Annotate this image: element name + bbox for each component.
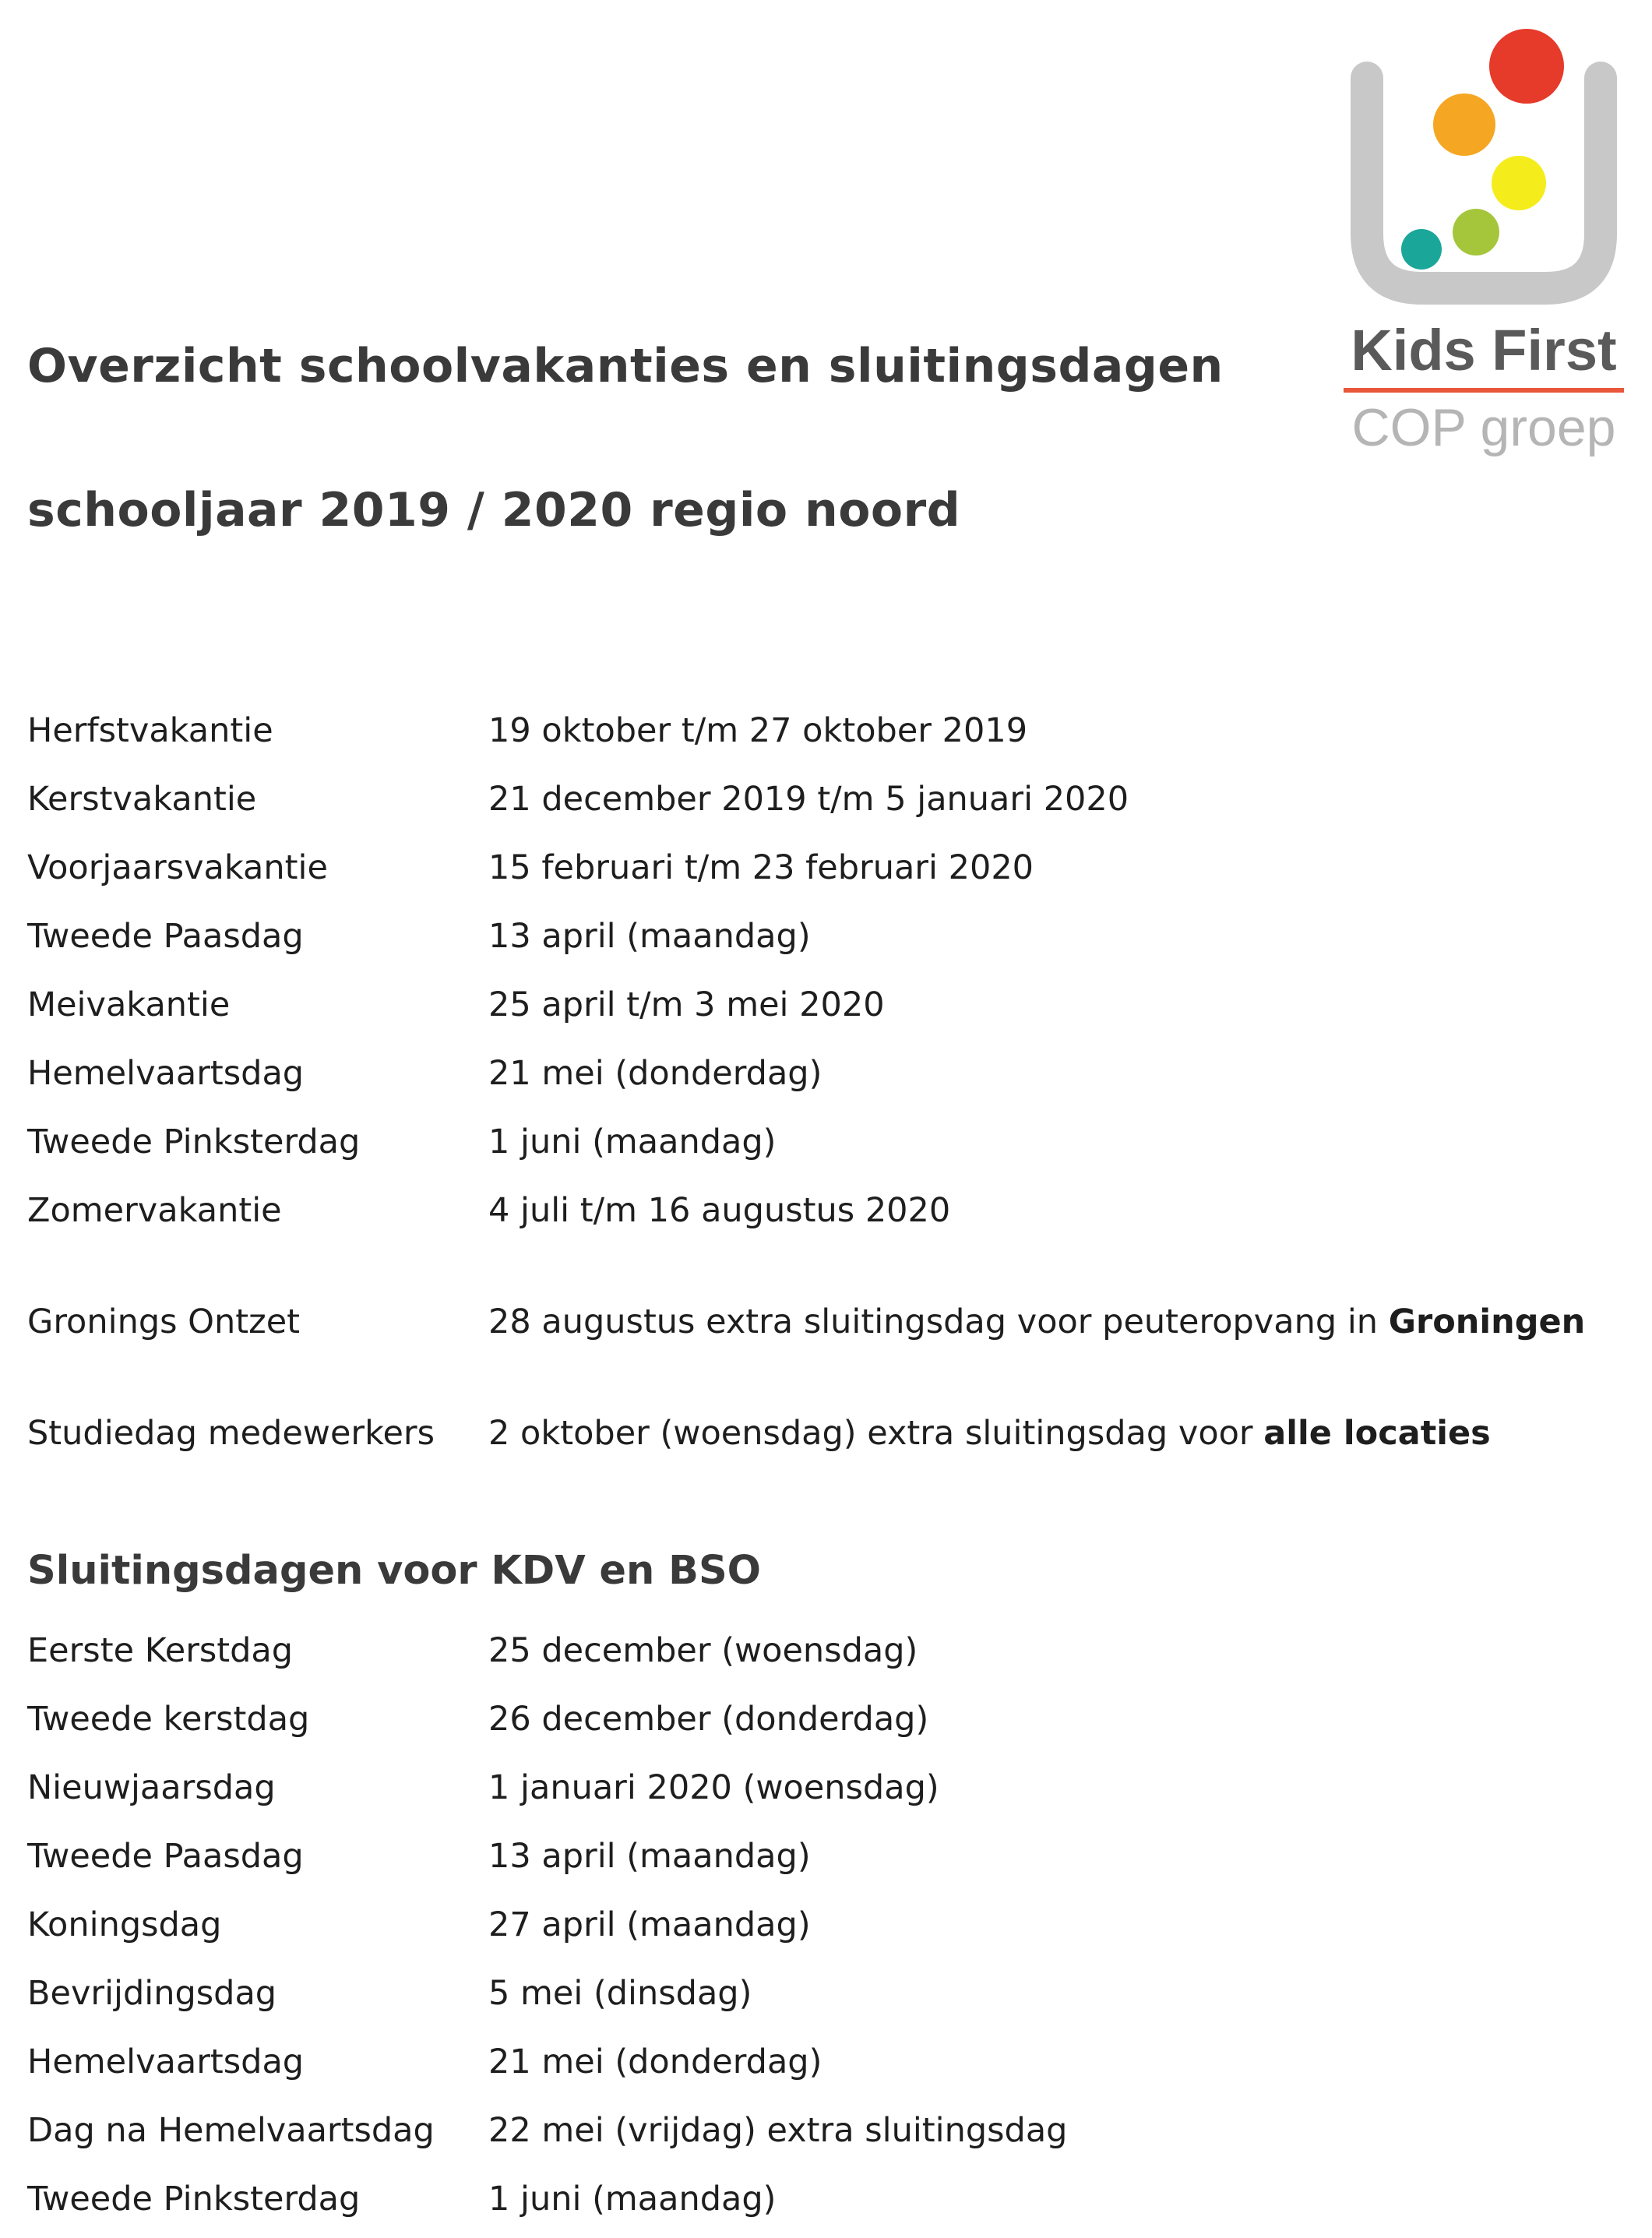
logo-dot-orange — [1433, 93, 1495, 156]
vacation-dates: 1 juni (maandag) — [488, 1123, 777, 1161]
closing-label: Tweede Pinksterdag — [27, 2180, 361, 2219]
section-heading: Sluitingsdagen voor KDV en BSO — [27, 1548, 762, 1594]
kids-first-logo — [1336, 23, 1632, 467]
vacation-dates: 13 april (maandag) — [488, 917, 811, 956]
extra-value: 2 oktober (woensdag) extra sluitingsdag voor alle locaties — [488, 1414, 1491, 1453]
vacation-label: Meivakantie — [27, 985, 231, 1024]
extra-value-bold: Groningen — [1388, 1302, 1586, 1341]
page-subtitle: schooljaar 2019 / 2020 regio noord — [27, 483, 961, 537]
closing-label: Tweede kerstdag — [27, 1700, 310, 1739]
logo-name-line1: Kids First — [1351, 318, 1617, 382]
closing-date: 21 mei (donderdag) — [488, 2042, 822, 2081]
logo-dot-teal — [1401, 229, 1442, 270]
closing-label: Dag na Hemelvaartsdag — [27, 2111, 435, 2150]
vacation-label: Tweede Paasdag — [27, 917, 304, 956]
closing-label: Bevrijdingsdag — [27, 1974, 277, 2013]
closing-label: Tweede Paasdag — [27, 1837, 304, 1876]
logo-name-line2: COP groep — [1351, 398, 1616, 457]
vacation-label: Herfstvakantie — [27, 711, 273, 750]
extra-value-bold: alle locaties — [1263, 1414, 1491, 1453]
logo-underline — [1344, 388, 1624, 393]
closing-date: 26 december (donderdag) — [488, 1700, 929, 1739]
vacation-label: Tweede Pinksterdag — [27, 1123, 361, 1161]
extra-label: Gronings Ontzet — [27, 1302, 301, 1341]
closing-date: 5 mei (dinsdag) — [488, 1974, 752, 2013]
closing-date: 22 mei (vrijdag) extra sluitingsdag — [488, 2111, 1068, 2150]
vacation-dates: 19 oktober t/m 27 oktober 2019 — [488, 711, 1028, 750]
logo-dot-green — [1453, 209, 1499, 256]
closing-label: Nieuwjaarsdag — [27, 1768, 276, 1807]
vacation-dates: 25 april t/m 3 mei 2020 — [488, 985, 885, 1024]
vacation-dates: 21 december 2019 t/m 5 januari 2020 — [488, 780, 1129, 819]
closing-label: Koningsdag — [27, 1905, 222, 1944]
vacation-label: Voorjaarsvakantie — [27, 848, 328, 887]
closing-date: 25 december (woensdag) — [488, 1631, 918, 1670]
closing-date: 1 juni (maandag) — [488, 2180, 777, 2219]
closing-label: Hemelvaartsdag — [27, 2042, 305, 2081]
vacation-dates: 21 mei (donderdag) — [488, 1054, 822, 1093]
closing-date: 27 april (maandag) — [488, 1905, 811, 1944]
logo-dot-yellow — [1492, 156, 1546, 210]
vacation-dates: 15 februari t/m 23 februari 2020 — [488, 848, 1034, 887]
vacation-label: Hemelvaartsdag — [27, 1054, 305, 1093]
vacation-label: Zomervakantie — [27, 1191, 282, 1230]
extra-value: 28 augustus extra sluitingsdag voor peuteropvang in Groningen — [488, 1302, 1586, 1341]
closing-date: 13 april (maandag) — [488, 1837, 811, 1876]
page-title: Overzicht schoolvakanties en sluitingsdagen — [27, 339, 1224, 393]
extra-label: Studiedag medewerkers — [27, 1414, 435, 1453]
vacation-dates: 4 juli t/m 16 augustus 2020 — [488, 1191, 951, 1230]
closing-label: Eerste Kerstdag — [27, 1631, 294, 1670]
logo-dot-red — [1489, 29, 1564, 104]
closing-date: 1 januari 2020 (woensdag) — [488, 1768, 939, 1807]
vacation-label: Kerstvakantie — [27, 780, 257, 819]
